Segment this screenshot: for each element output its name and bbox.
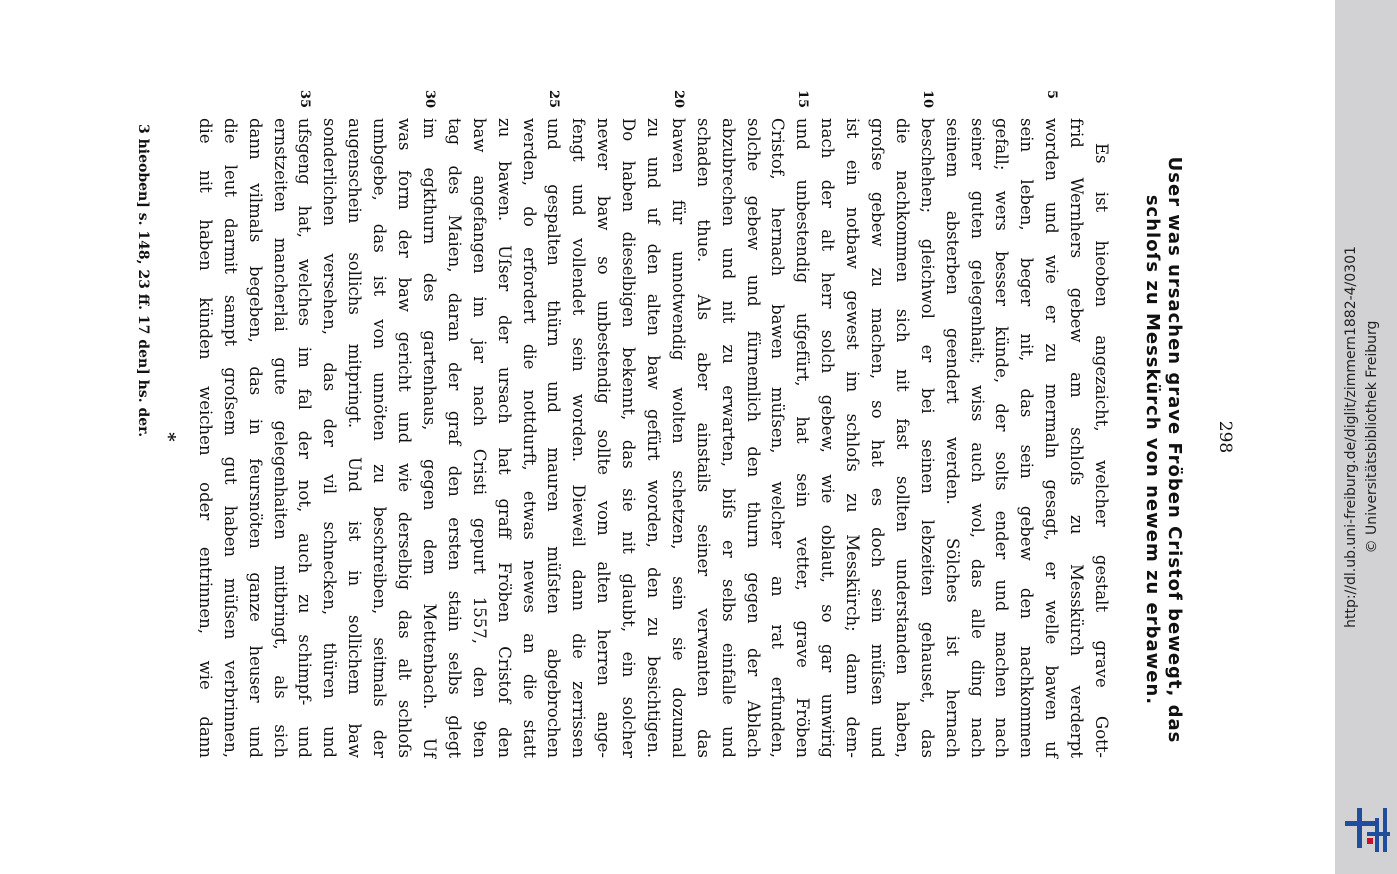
text-line — [765, 118, 790, 758]
line-text: abzubrechen und nit zu erwarten, biſs er selbs einfalle und — [718, 118, 738, 758]
heading-line: schloſs zu Messkürch von newem zu erbawen. — [1142, 194, 1163, 706]
text-line — [292, 90, 317, 758]
line-text: tag des Maien, daran der graf den ersten stain selbs glegt — [444, 118, 464, 758]
line-text: was form der baw gericht und wie derselbig das alt schloſs — [395, 118, 415, 758]
line-text: Do haben dieselbigen bekennt, das sie nit glaubt, ein solcher — [619, 118, 639, 758]
line-text: zu bawen. Uſser der ursach hat graff Fröben Cristof den — [494, 118, 514, 758]
line-text: nach der alt herr solch gebew, wie oblaut, so gar unwirig — [818, 118, 838, 758]
line-text: im egkthurn des gartenhaus, gegen dem Mettenbach. Uf — [419, 118, 439, 758]
text-line — [242, 118, 267, 758]
line-text: seinem absterben geendert werden. Sölches ist hernach — [942, 118, 962, 758]
line-text: und gespalten thürn und mauren müſsten abgebrochen — [544, 118, 564, 758]
text-line — [565, 118, 590, 758]
line-text: beschehen; gleichwol er bei seinen lebzeiten gehauset, das — [917, 118, 937, 758]
line-text: ernstzeiten mancherlai gute gelegenhaiten mitbringt, als sich — [270, 118, 290, 758]
text-line — [939, 118, 964, 758]
text-line — [267, 118, 292, 758]
text-line — [441, 118, 466, 758]
line-text: sein leben, beger nit, das sein gebew den nachkommen — [1017, 118, 1037, 758]
line-text: gefall; wers besser künde, der solts ender und machen nach — [992, 118, 1012, 758]
text-line — [864, 118, 889, 758]
line-text: newer baw so unbestendig sollte vom alten herren ange- — [594, 118, 614, 758]
line-text: Cristof, hernach bawen müſsen, welcher an rat erfunden, — [768, 118, 788, 758]
text-line — [466, 118, 491, 758]
line-text: bawen für unnotwendig wolten schetzen, sein sie dozumal — [668, 118, 688, 758]
sidebar-credit — [1341, 0, 1391, 874]
line-number: 20 — [670, 90, 686, 109]
text-line — [192, 118, 217, 758]
line-text: groſse gebew zu machen, so hat es doch sein müſsen und — [867, 118, 887, 758]
line-number: 35 — [297, 90, 313, 109]
text-line — [690, 118, 715, 758]
line-text: die leut darmit sampt groſsem gut haben müſsen verbrinnen, — [220, 118, 240, 758]
library-logo-icon[interactable] — [1345, 808, 1390, 852]
line-text: baw angefangen im jar nach Cristi gepurt 1557, den 9ten — [469, 118, 489, 758]
line-number: 25 — [546, 90, 562, 109]
text-line — [1013, 118, 1038, 758]
line-text: ist ein notbaw gewest im schloſs zu Messkürch; dann dem- — [843, 118, 863, 758]
line-text: und unbestendig ufgefürt, hat sein vetter, grave Fröben — [793, 118, 813, 758]
line-number: 10 — [919, 90, 935, 109]
line-text: fengt und vollendet sein worden. Dieweil dann die zerrissen — [569, 118, 589, 758]
text-line — [740, 118, 765, 758]
heading-line: User was ursachen grave Fröben Cristof bewegt, das — [1164, 156, 1185, 744]
footnote: 3 hieoben] s. 148, 23 ff. 17 den] hs. der. — [135, 124, 151, 438]
line-number: 5 — [1044, 90, 1060, 100]
copyright-notice: © Universitätsbibliothek Freiburg — [1364, 320, 1380, 554]
page-number: 298 — [1215, 420, 1235, 454]
text-line — [615, 118, 640, 758]
line-text: sonderlichen versehen, das der vil schnecken, thüren und — [320, 118, 340, 758]
text-line — [541, 90, 566, 758]
line-number: 15 — [795, 90, 811, 109]
text-line — [341, 118, 366, 758]
text-line — [1038, 90, 1063, 758]
text-line — [715, 118, 740, 758]
text-line — [640, 118, 665, 758]
text-line — [317, 118, 342, 758]
text-line — [217, 118, 242, 758]
viewer-sidebar — [1335, 0, 1397, 874]
body-text — [192, 90, 1113, 758]
line-text: dann vilmals begeben, das in feursnöten ganze heuser und — [245, 118, 265, 758]
line-text: die nachkommen sich nit fast sollten understanden haben, — [892, 118, 912, 758]
text-line — [839, 118, 864, 758]
line-text: seiner guten gelegenhait; wiss auch wol, das alle ding nach — [967, 118, 987, 758]
text-line — [416, 90, 441, 758]
line-text: worden und wie er zu mermaln gesagt, er welle bawen uf — [1042, 118, 1062, 758]
text-line — [789, 90, 814, 758]
text-line — [516, 118, 541, 758]
line-text: zu und uf den alten baw gefürt worden, den zu besichtigen. — [643, 118, 663, 758]
text-line — [665, 90, 690, 758]
text-line — [1063, 118, 1088, 758]
line-text: werden, do erfordert die nottdurft, etwas newes an die statt — [519, 118, 539, 758]
text-line — [590, 118, 615, 758]
line-text: solche gebew und fürnemlich den thurn gegen der Ablach — [743, 118, 763, 758]
source-url-link[interactable]: http://dl.ub.uni-freiburg.de/diglit/zimmern1882-4/0301 — [1343, 246, 1359, 628]
line-text: umbgebe, das ist von unnöten zu beschreiben, seitmals der — [370, 118, 390, 758]
line-text: schaden thue. Als aber ainstails seiner verwanten das — [693, 118, 713, 758]
line-number: 30 — [421, 90, 437, 109]
text-line — [964, 118, 989, 758]
text-line — [366, 118, 391, 758]
chapter-heading — [1141, 90, 1185, 810]
text-line — [491, 118, 516, 758]
text-line — [391, 118, 416, 758]
text-line — [889, 118, 914, 758]
text-line — [814, 118, 839, 758]
footnote-separator: * — [158, 432, 179, 442]
text-line — [1088, 118, 1113, 758]
line-text: frid Wernhers gebew am schloſs zu Messkürch verderpt — [1067, 118, 1087, 758]
line-text: augenschein sollichs mitpringt. Und ist in sollichem baw — [345, 118, 365, 758]
line-text: Es ist hieoben angezaicht, welcher gestalt grave Gott- — [1092, 143, 1111, 758]
line-text: die nit haben künden weichen oder entrinnen, wie dann — [195, 118, 215, 758]
text-line — [914, 90, 939, 758]
line-text: ufsgeng hat, welches im fal der not, auch zu schimpf- und — [295, 118, 315, 758]
text-line — [989, 118, 1014, 758]
